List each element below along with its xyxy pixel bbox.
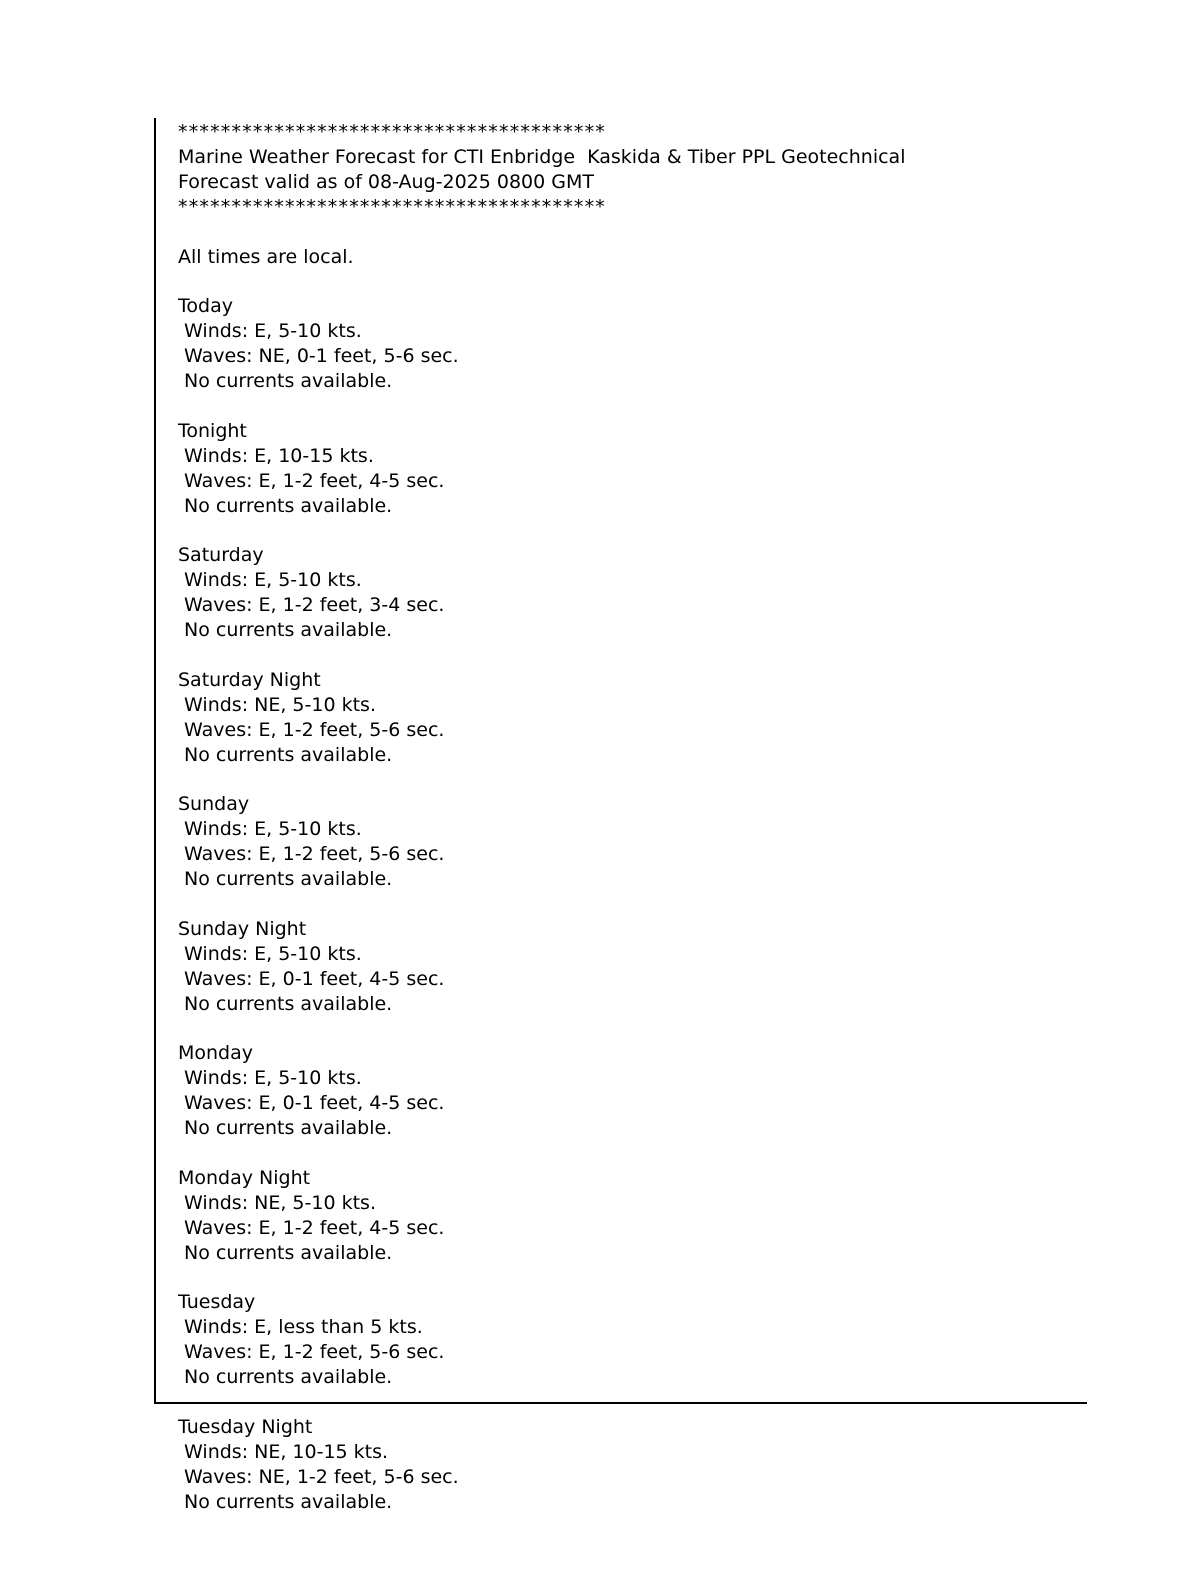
section-day: Tuesday Night xyxy=(178,1416,313,1438)
currents-line: No currents available. xyxy=(178,1366,393,1389)
winds-line: Winds: E, 5-10 kts. xyxy=(178,320,362,343)
waves-line: Waves: E, 1-2 feet, 3-4 sec. xyxy=(178,594,445,617)
currents-line: No currents available. xyxy=(178,868,393,891)
section-day: Sunday xyxy=(178,793,250,816)
waves-line: Waves: E, 0-1 feet, 4-5 sec. xyxy=(178,967,445,990)
currents-line: No currents available. xyxy=(178,743,393,766)
section-day: Saturday Night xyxy=(178,668,321,691)
currents-line: No currents available. xyxy=(178,1490,393,1513)
currents-line: No currents available. xyxy=(178,619,393,642)
currents-line: No currents available. xyxy=(178,494,393,517)
winds-line: Winds: E, 5-10 kts. xyxy=(178,569,362,592)
note-line: All times are local. xyxy=(178,245,354,268)
forecast-section-sunday xyxy=(178,792,1087,892)
winds-line: Winds: E, less than 5 kts. xyxy=(178,1316,423,1339)
forecast-section-tuesday-night xyxy=(178,1415,459,1515)
waves-line: Waves: E, 1-2 feet, 5-6 sec. xyxy=(178,843,445,866)
waves-line: Waves: NE, 0-1 feet, 5-6 sec. xyxy=(178,345,459,368)
winds-line: Winds: NE, 10-15 kts. xyxy=(178,1440,389,1463)
section-day: Saturday xyxy=(178,544,264,567)
forecast-section-tonight xyxy=(178,419,1087,519)
winds-line: Winds: NE, 5-10 kts. xyxy=(178,1191,376,1214)
forecast-box xyxy=(154,118,1087,1404)
waves-line: Waves: E, 1-2 feet, 4-5 sec. xyxy=(178,469,445,492)
forecast-header xyxy=(178,120,1087,220)
waves-line: Waves: E, 1-2 feet, 4-5 sec. xyxy=(178,1216,445,1239)
section-day: Tuesday xyxy=(178,1291,256,1314)
currents-line: No currents available. xyxy=(178,1117,393,1140)
forecast-section-monday xyxy=(178,1041,1087,1141)
forecast-section-saturday xyxy=(178,543,1087,643)
winds-line: Winds: E, 5-10 kts. xyxy=(178,942,362,965)
winds-line: Winds: NE, 5-10 kts. xyxy=(178,693,376,716)
currents-line: No currents available. xyxy=(178,370,393,393)
currents-line: No currents available. xyxy=(178,1241,393,1264)
forecast-section-sunday-night xyxy=(178,917,1087,1017)
section-day: Today xyxy=(178,295,233,318)
section-day: Tonight xyxy=(178,419,247,442)
winds-line: Winds: E, 5-10 kts. xyxy=(178,818,362,841)
waves-line: Waves: E, 0-1 feet, 4-5 sec. xyxy=(178,1092,445,1115)
stars-line-top: **************************************** xyxy=(178,121,606,143)
forecast-section-monday-night xyxy=(178,1166,1087,1266)
waves-line: Waves: NE, 1-2 feet, 5-6 sec. xyxy=(178,1465,459,1488)
section-day: Sunday Night xyxy=(178,917,307,940)
waves-line: Waves: E, 1-2 feet, 5-6 sec. xyxy=(178,718,445,741)
stars-line-bottom: **************************************** xyxy=(178,195,606,218)
winds-line: Winds: E, 10-15 kts. xyxy=(178,444,374,467)
winds-line: Winds: E, 5-10 kts. xyxy=(178,1067,362,1090)
forecast-valid-line: Forecast valid as of 08-Aug-2025 0800 GMT xyxy=(178,170,594,193)
section-day: Monday xyxy=(178,1042,254,1065)
forecast-title: Marine Weather Forecast for CTI Enbridge Kaskida & Tiber PPL Geotechnical xyxy=(178,145,906,168)
waves-line: Waves: E, 1-2 feet, 5-6 sec. xyxy=(178,1341,445,1364)
forecast-section-saturday-night xyxy=(178,668,1087,768)
forecast-section-today xyxy=(178,294,1087,394)
forecast-section-tuesday xyxy=(178,1290,1087,1390)
currents-line: No currents available. xyxy=(178,992,393,1015)
section-day: Monday Night xyxy=(178,1166,311,1189)
